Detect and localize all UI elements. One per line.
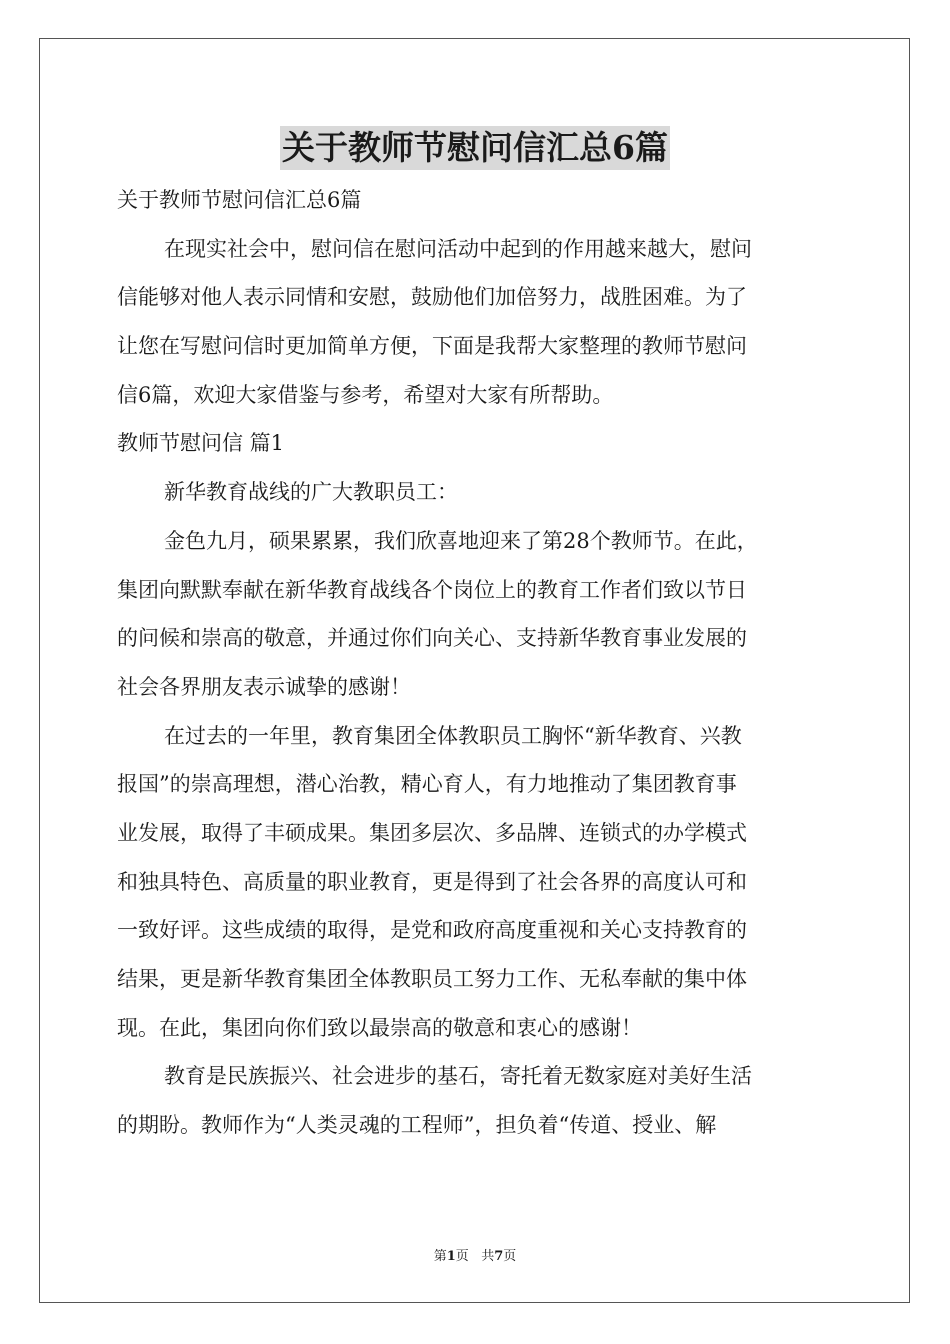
current-page-number: 1 — [446, 1249, 456, 1264]
title-container — [0, 126, 950, 170]
paragraph-line: 和独具特色、高质量的职业教育，更是得到了社会各界的高度认可和 — [117, 869, 747, 894]
paragraph-line: 现。在此，集团向你们致以最崇高的敬意和衷心的感谢！ — [117, 1015, 642, 1040]
paragraph-line: 在现实社会中，慰问信在慰问活动中起到的作用越来越大，慰问 — [164, 236, 752, 261]
footer-page-label: 页 — [455, 1249, 469, 1264]
footer-prefix: 第 — [433, 1249, 447, 1264]
footer-total-prefix: 共 — [481, 1249, 495, 1264]
paragraph-line: 报国”的崇高理想，潜心治教，精心育人，有力地推动了集团教育事 — [117, 772, 737, 797]
paragraph-line: 结果，更是新华教育集团全体教职员工努力工作、无私奉献的集中体 — [117, 967, 747, 991]
paragraph-line: 业发展，取得了丰硕成果。集团多层次、多品牌、连锁式的办学模式 — [117, 820, 747, 845]
footer-total-label: 页 — [503, 1249, 517, 1264]
paragraph-line: 一致好评。这些成绩的取得，是党和政府高度重视和关心支持教育的 — [117, 918, 747, 943]
paragraph-line: 信6篇，欢迎大家借鉴与参考，希望对大家有所帮助。 — [117, 382, 614, 407]
paragraph-line: 的问候和崇高的敬意，并通过你们向关心、支持新华教育事业发展的 — [117, 626, 747, 651]
total-pages-number: 7 — [494, 1249, 504, 1264]
paragraph-line: 让您在写慰问信时更加简单方便，下面是我帮大家整理的教师节慰问 — [117, 334, 747, 359]
paragraph-line: 教育是民族振兴、社会进步的基石，寄托着无数家庭对美好生活 — [164, 1064, 752, 1089]
paragraph-line: 金色九月，硕果累累，我们欣喜地迎来了第28个教师节。在此， — [164, 528, 758, 553]
paragraph-line: 社会各界朋友表示诚挚的感谢！ — [117, 674, 411, 699]
paragraph-line: 在过去的一年里，教育集团全体教职员工胸怀“新华教育、兴教 — [164, 723, 742, 748]
document-body — [117, 176, 833, 1150]
section-heading: 教师节慰问信 篇1 — [117, 431, 285, 456]
paragraph-line: 的期盼。教师作为“人类灵魂的工程师”，担负着“传道、授业、解 — [117, 1113, 717, 1138]
salutation-line: 新华教育战线的广大教职员工： — [164, 480, 458, 505]
paragraph-line: 集团向默默奉献在新华教育战线各个岗位上的教育工作者们致以节日 — [117, 577, 747, 602]
subtitle-line: 关于教师节慰问信汇总6篇 — [117, 188, 362, 212]
paragraph-line: 信能够对他人表示同情和安慰，鼓励他们加倍努力，战胜困难。为了 — [117, 285, 747, 310]
document-title: 关于教师节慰问信汇总6篇 — [280, 126, 670, 170]
page-footer — [0, 1248, 950, 1266]
